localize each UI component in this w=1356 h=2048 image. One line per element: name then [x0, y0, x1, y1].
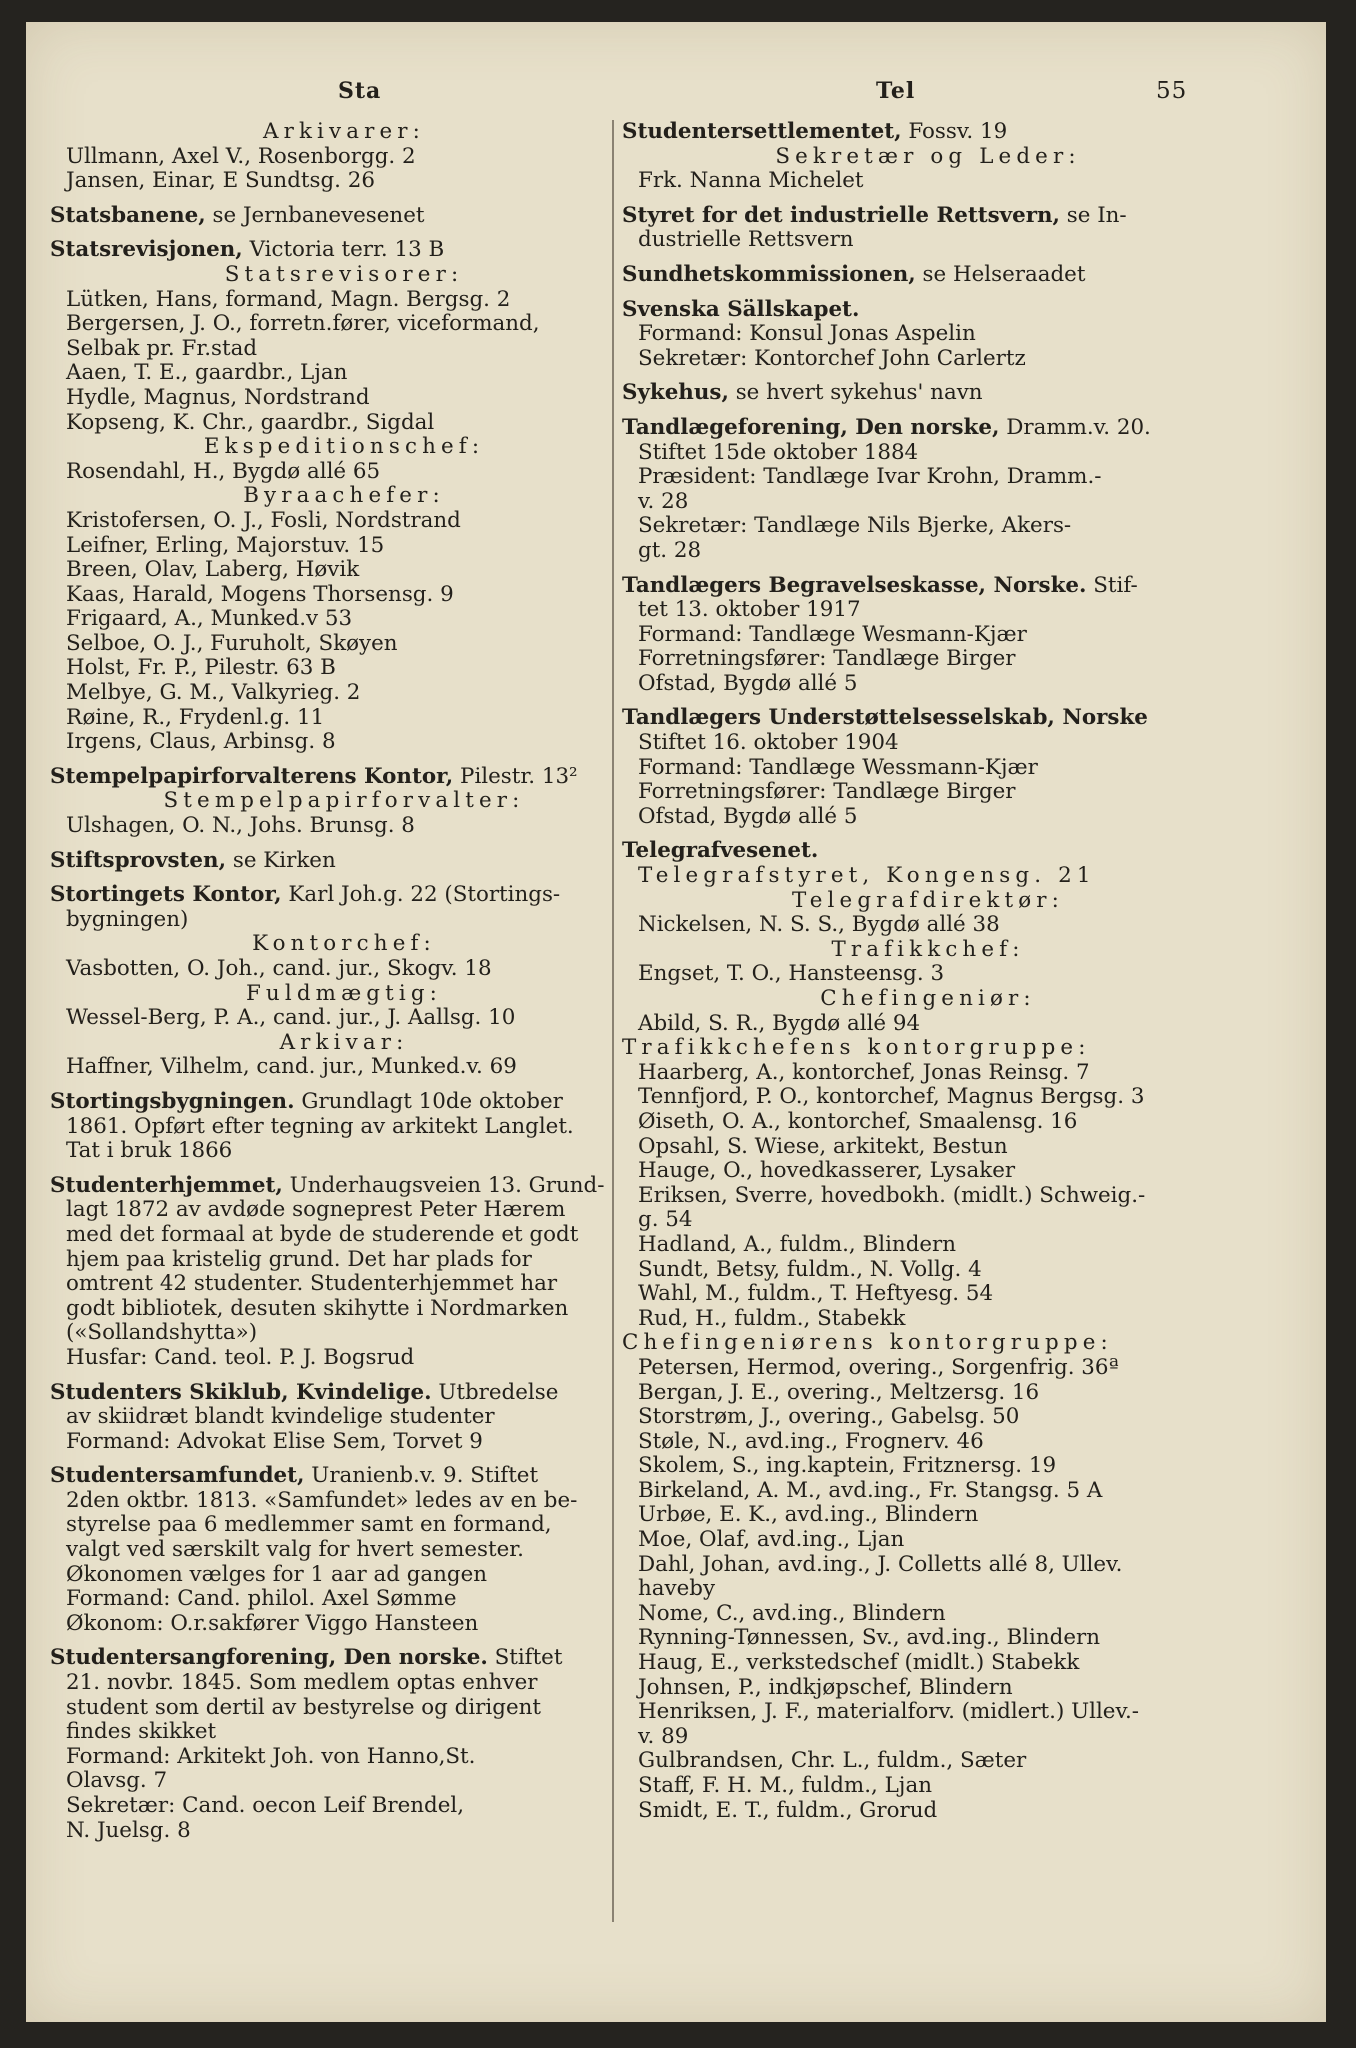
entry-line: [50, 1321, 638, 1346]
entry-heading-line: [622, 839, 1234, 864]
entry-text: Vasbotten, O. Joh., cand. jur., Skogv. 18: [66, 957, 492, 981]
entry-text: Melbye, G. M., Valkyrieg. 2: [66, 681, 361, 706]
header-left-guide-word: Sta: [338, 78, 382, 104]
entry-heading-line: [50, 849, 638, 874]
entry-text: Hydle, Magnus, Nordstrand: [66, 385, 370, 410]
entry-text: Ofstad, Bygdø allé 5: [638, 804, 858, 829]
entry-line: [622, 780, 1234, 805]
right-column: [622, 120, 1234, 1823]
entry-line: [622, 647, 1234, 672]
entry-line: [622, 1602, 1234, 1627]
entry-heading-line: [50, 1646, 638, 1671]
entry-text: Formand: Arkitekt Joh. von Hanno,St.: [66, 1744, 476, 1769]
entry-text: Lütken, Hans, formand, Magn. Bergsg. 2: [66, 287, 511, 312]
page-number: 55: [1156, 78, 1188, 104]
entry-heading-line: [622, 574, 1234, 599]
entry-text: Stiftet 15de oktober 1884: [638, 440, 919, 465]
entry-line: [50, 534, 638, 559]
entry-text: Sekretær: Cand. oecon Leif Brendel,: [66, 1794, 465, 1818]
entry-heading: Statsbanene,: [50, 203, 206, 228]
entry-line: [50, 509, 638, 534]
entry-line: [50, 120, 638, 145]
entry-heading: Studenterhjemmet,: [50, 1173, 283, 1198]
entry-line: [50, 411, 638, 436]
entry-heading: Stiftsprovsten,: [50, 848, 227, 873]
entry-text: Fuldmægtig:: [245, 981, 443, 1006]
entry-text: se Helseraadet: [915, 262, 1086, 287]
entry-text: Chefingeniør:: [820, 987, 1036, 1011]
entry-heading: Tandlægers Understøttelsesselskab, Norske: [622, 706, 1148, 731]
entry-text: lagt 1872 av avdøde sogneprest Peter Hærem: [66, 1198, 566, 1223]
entry-heading: Tandlægers Begravelseskasse, Norske.: [622, 573, 1087, 598]
entry-line: [50, 1055, 638, 1080]
entry-line: [622, 1012, 1234, 1037]
entry-text: Smidt, E. T., fuldm., Grorud: [638, 1798, 938, 1823]
entry-text: Stif-: [1086, 573, 1138, 598]
entry-line: [50, 435, 638, 460]
entry-text: Urbøe, E. K., avd.ing., Blindern: [638, 1503, 979, 1528]
entry-heading-line: [50, 204, 638, 229]
entry-text: Haffner, Vilhelm, cand. jur., Munked.v. 69: [66, 1055, 517, 1080]
entry-line: [622, 1479, 1234, 1504]
entry-line: [622, 987, 1234, 1012]
entry-line: [50, 1272, 638, 1297]
entry-text: Staff, F. H. M., fuldm., Ljan: [638, 1774, 932, 1798]
entry-text: hjem paa kristelig grund. Det har plads for: [66, 1247, 532, 1272]
entry-text: Trafikkchef:: [831, 937, 1025, 962]
entry-text: Aaen, T. E., gaardbr., Ljan: [66, 361, 348, 386]
entry-line: [50, 1297, 638, 1322]
entry-heading: Studenters Skiklub, Kvindelige.: [50, 1380, 432, 1405]
entry-text: Rynning-Tønnessen, Sv., avd.ing., Blindern: [638, 1626, 1100, 1651]
entry-line: [622, 1110, 1234, 1135]
entry-text: Wahl, M., fuldm., T. Heftyesg. 54: [638, 1282, 994, 1307]
entry-line: [622, 465, 1234, 490]
entry-line: [622, 1676, 1234, 1701]
entry-line: [50, 1489, 638, 1514]
entry-line: [622, 1307, 1234, 1332]
entry-text: Tennfjord, P. O., kontorchef, Magnus Bergsg. 3: [638, 1085, 1145, 1110]
entry-heading: Statsrevisjonen,: [50, 238, 243, 263]
entry-line: [50, 1587, 638, 1612]
entry-heading-line: [622, 706, 1234, 731]
entry-text: Haug, E., verkstedschef (midlt.) Stabekk: [638, 1651, 1080, 1676]
entry-text: Røine, R., Frydenl.g. 11: [66, 705, 325, 730]
entry-text: Haarberg, A., kontorchef, Jonas Reinsg. 7: [638, 1060, 1090, 1085]
entry-text: Henriksen, J. F., materialforv. (midlert.) Ullev.-: [638, 1700, 1140, 1725]
entry-text: Kaas, Harald, Mogens Thorsensg. 9: [66, 582, 454, 607]
entry-text: Nome, C., avd.ing., Blindern: [638, 1601, 946, 1626]
entry-line: [622, 1553, 1234, 1578]
entry-heading-line: [50, 1174, 638, 1199]
entry-text: Dramm.v. 20.: [999, 415, 1151, 440]
entry-line: [622, 805, 1234, 830]
entry-line: [622, 228, 1234, 253]
entry-text: Ekspeditionschef:: [203, 435, 485, 460]
entry-text: Husfar: Cand. teol. P. J. Bogsrud: [66, 1345, 415, 1370]
entry-heading: Studentersettlementet,: [622, 120, 902, 144]
entry-text: Kopseng, K. Chr., gaardbr., Sigdal: [66, 410, 435, 435]
entry-line: [50, 730, 638, 755]
directory-page: [26, 22, 1326, 2022]
entry-text: Hauge, O., hovedkasserer, Lysaker: [638, 1159, 1016, 1184]
entry-text: Trafikkchefens kontorgruppe:: [622, 1036, 1091, 1061]
entry-text: bygningen): [66, 907, 189, 932]
entry-text: Rosendahl, H., Bygdø allé 65: [66, 459, 381, 484]
entry-text: se In-: [1059, 203, 1127, 228]
entry-line: [622, 1749, 1234, 1774]
entry-heading: Stortingsbygningen.: [50, 1089, 295, 1114]
entry-line: [622, 1528, 1234, 1553]
entry-text: student som dertil av bestyrelse og dirigent: [66, 1695, 541, 1720]
entry-text: Fossv. 19: [901, 120, 1008, 144]
entry-line: [50, 982, 638, 1007]
entry-text: Moe, Olaf, avd.ing., Ljan: [638, 1528, 905, 1553]
entry-text: Sekretær: Kontorchef John Carlertz: [638, 346, 1026, 371]
entry-heading-line: [50, 238, 638, 263]
entry-text: 1861. Opført efter tegning av arkitekt Langlet.: [66, 1114, 574, 1139]
entry-text: Selbak pr. Fr.stad: [66, 336, 258, 361]
entry-line: [622, 1135, 1234, 1160]
entry-heading-line: [50, 765, 638, 790]
entry-line: [50, 386, 638, 411]
entry-line: [622, 441, 1234, 466]
entry-line: [622, 938, 1234, 963]
entry-line: [622, 1184, 1234, 1209]
entry-text: Præsident: Tandlæge Ivar Krohn, Dramm.-: [638, 465, 1102, 490]
entry-line: [50, 632, 638, 657]
left-column: [50, 120, 638, 1843]
entry-heading-line: [50, 1464, 638, 1489]
entry-heading-line: [50, 1381, 638, 1406]
entry-line: [622, 1799, 1234, 1824]
entry-line: [622, 913, 1234, 938]
entry-line: [50, 908, 638, 933]
entry-text: Frigaard, A., Munked.v 53: [66, 607, 353, 632]
entry-line: [50, 1430, 638, 1455]
entry-text: godt bibliotek, desuten skihytte i Nordmarken: [66, 1296, 569, 1321]
entry-line: [622, 145, 1234, 170]
entry-line: [622, 1331, 1234, 1356]
entry-text: v. 28: [638, 489, 689, 514]
entry-text: Utbredelse: [431, 1380, 559, 1405]
entry-heading-line: [622, 381, 1234, 406]
entry-line: [50, 1612, 638, 1637]
entry-text: («Sollandshytta»): [66, 1321, 258, 1346]
entry-text: Formand: Cand. philol. Axel Sømme: [66, 1587, 457, 1612]
entry-text: Olavsg. 7: [66, 1769, 168, 1794]
entry-heading: Styret for det industrielle Rettsvern,: [622, 203, 1060, 228]
entry-text: Engset, T. O., Hansteensg. 3: [638, 962, 945, 987]
entry-line: [50, 1405, 638, 1430]
entry-line: [50, 337, 638, 362]
entry-text: Underhaugsveien 13. Grund-: [282, 1173, 605, 1198]
entry-text: Jansen, Einar, E Sundtsg. 26: [66, 169, 375, 194]
entry-line: [50, 607, 638, 632]
entry-line: [50, 1139, 638, 1164]
entry-text: Støle, N., avd.ing., Frognerv. 46: [638, 1429, 984, 1454]
entry-text: N. Juelsg. 8: [66, 1818, 191, 1843]
entry-heading-line: [622, 298, 1234, 323]
entry-line: [622, 1282, 1234, 1307]
entry-text: Frk. Nanna Michelet: [638, 169, 864, 194]
entry-text: g. 54: [638, 1208, 693, 1233]
entry-heading: Stempelpapirforvalterens Kontor,: [50, 764, 454, 789]
entry-line: [50, 1769, 638, 1794]
entry-line: [50, 1671, 638, 1696]
entry-line: [50, 706, 638, 731]
entry-line: [622, 1085, 1234, 1110]
entry-line: [50, 681, 638, 706]
entry-text: Gulbrandsen, Chr. L., fuldm., Sæter: [638, 1749, 1027, 1774]
entry-line: [622, 169, 1234, 194]
entry-text: Sundt, Betsy, fuldm., N. Vollg. 4: [638, 1257, 982, 1282]
entry-text: Victoria terr. 13 B: [242, 238, 445, 263]
entry-text: dustrielle Rettsvern: [638, 228, 854, 253]
entry-text: Chefingeniørens kontorgruppe:: [622, 1331, 1113, 1356]
entry-line: [50, 1346, 638, 1371]
entry-text: Pilestr. 13²: [453, 764, 578, 789]
entry-line: [622, 864, 1234, 889]
entry-line: [622, 672, 1234, 697]
entry-text: Johnsen, P., indkjøpschef, Blindern: [638, 1675, 1013, 1700]
entry-text: Hadland, A., fuldm., Blindern: [638, 1232, 957, 1257]
entry-text: Kristofersen, O. J., Fosli, Nordstrand: [66, 508, 461, 533]
entry-line: [622, 347, 1234, 372]
entry-line: [50, 312, 638, 337]
entry-text: Sekretær: Tandlæge Nils Bjerke, Akers-: [638, 514, 1072, 539]
entry-line: [622, 1626, 1234, 1651]
entry-text: Rud, H., fuldm., Stabekk: [638, 1306, 906, 1331]
entry-line: [50, 558, 638, 583]
entry-heading-line: [50, 883, 638, 908]
entry-heading-line: [622, 263, 1234, 288]
entry-text: Formand: Konsul Jonas Aspelin: [638, 322, 976, 347]
entry-line: [50, 1563, 638, 1588]
entry-text: findes skikket: [66, 1720, 217, 1745]
entry-text: Formand: Advokat Elise Sem, Torvet 9: [66, 1429, 483, 1454]
entry-text: Øiseth, O. A., kontorchef, Smaalensg. 16: [638, 1109, 1078, 1134]
header-right-guide-word: Tel: [876, 78, 916, 104]
entry-line: [50, 814, 638, 839]
entry-line: [622, 598, 1234, 623]
entry-text: Forretningsfører: Tandlæge Birger: [638, 780, 1016, 805]
entry-heading: Tandlægeforening, Den norske,: [622, 415, 1000, 440]
entry-text: Statsrevisorer:: [224, 262, 464, 287]
entry-text: Arkivar:: [279, 1030, 409, 1055]
entry-text: Birkeland, A. M., avd.ing., Fr. Stangsg. 5 A: [638, 1478, 1103, 1503]
entry-line: [50, 1031, 638, 1056]
entry-text: Økonomen vælges for 1 aar ad gangen: [66, 1562, 488, 1587]
entry-line: [50, 145, 638, 170]
entry-line: [50, 1223, 638, 1248]
entry-line: [622, 756, 1234, 781]
entry-text: Eriksen, Sverre, hovedbokh. (midlt.) Schweig.-: [638, 1183, 1146, 1208]
entry-line: [622, 514, 1234, 539]
entry-line: [50, 1696, 638, 1721]
entry-text: Storstrøm, J., overing., Gabelsg. 50: [638, 1405, 1020, 1430]
entry-text: omtrent 42 studenter. Studenterhjemmet har: [66, 1272, 558, 1297]
entry-text: Stempelpapirforvalter:: [163, 789, 525, 814]
entry-text: Irgens, Claus, Arbinsg. 8: [66, 730, 336, 755]
entry-line: [50, 1538, 638, 1563]
entry-line: [622, 322, 1234, 347]
entry-text: gt. 28: [638, 538, 702, 563]
entry-text: Uranienb.v. 9. Stiftet: [304, 1464, 539, 1489]
entry-line: [50, 932, 638, 957]
entry-line: [622, 1036, 1234, 1061]
entry-line: [622, 1577, 1234, 1602]
entry-heading-line: [622, 204, 1234, 229]
entry-line: [50, 1745, 638, 1770]
entry-line: [50, 1248, 638, 1273]
entry-line: [50, 1513, 638, 1538]
entry-text: valgt ved særskilt valg for hvert semester.: [66, 1538, 524, 1563]
entry-line: [50, 288, 638, 313]
entry-text: Grundlagt 10de oktober: [294, 1089, 563, 1114]
entry-text: se Kirken: [226, 848, 336, 873]
entry-heading: Stortingets Kontor,: [50, 883, 282, 908]
entry-text: Skolem, S., ing.kaptein, Fritznersg. 19: [638, 1454, 1057, 1479]
entry-line: [622, 1405, 1234, 1430]
entry-line: [622, 1651, 1234, 1676]
entry-line: [622, 1159, 1234, 1184]
entry-heading: Sundhetskommissionen,: [622, 262, 916, 287]
entry-line: [622, 490, 1234, 515]
entry-heading: Svenska Sällskapet.: [622, 297, 860, 322]
entry-heading: Studentersangforening, Den norske.: [50, 1646, 488, 1671]
entry-line: [622, 1356, 1234, 1381]
entry-line: [622, 1725, 1234, 1750]
entry-line: [622, 1208, 1234, 1233]
entry-heading: Sykehus,: [622, 381, 729, 406]
entry-text: Holst, Fr. P., Pilestr. 63 B: [66, 656, 336, 681]
entry-text: v. 89: [638, 1724, 689, 1749]
entry-text: Økonom: O.r.sakfører Viggo Hansteen: [66, 1611, 479, 1636]
entry-text: Ullmann, Axel V., Rosenborgg. 2: [66, 144, 416, 169]
entry-line: [50, 169, 638, 194]
entry-text: 2den oktbr. 1813. «Samfundet» ledes av en be-: [66, 1488, 578, 1513]
entry-line: [622, 889, 1234, 914]
entry-line: [50, 1819, 638, 1844]
entry-text: av skiidræt blandt kvindelige studenter: [66, 1405, 495, 1430]
entry-text: Selboe, O. J., Furuholt, Skøyen: [66, 631, 398, 656]
entry-line: [50, 789, 638, 814]
entry-text: Stiftet 16. oktober 1904: [638, 731, 899, 756]
entry-line: [50, 583, 638, 608]
entry-text: tet 13. oktober 1917: [638, 598, 861, 623]
entry-line: [50, 484, 638, 509]
entry-line: [622, 731, 1234, 756]
entry-line: [50, 1720, 638, 1745]
entry-text: Sekretær og Leder:: [775, 144, 1081, 169]
entry-text: Byraachefer:: [243, 484, 445, 509]
entry-line: [622, 1061, 1234, 1086]
entry-text: Karl Joh.g. 22 (Stortings-: [281, 883, 561, 908]
page-header: [26, 78, 1326, 118]
entry-text: Nickelsen, N. S. S., Bygdø allé 38: [638, 913, 1000, 938]
entry-line: [50, 957, 638, 982]
entry-line: [50, 1794, 638, 1819]
entry-text: Arkivarer:: [263, 120, 425, 144]
entry-text: Formand: Tandlæge Wesmann-Kjær: [638, 622, 1027, 647]
entry-line: [622, 1700, 1234, 1725]
entry-text: haveby: [638, 1577, 716, 1602]
entry-text: med det formaal at byde de studerende et godt: [66, 1222, 579, 1247]
entry-text: Breen, Olav, Laberg, Høvik: [66, 558, 360, 583]
entry-line: [622, 1381, 1234, 1406]
entry-line: [50, 460, 638, 485]
entry-text: Ulshagen, O. N., Johs. Brunsg. 8: [66, 814, 415, 839]
entry-text: Formand: Tandlæge Wessmann-Kjær: [638, 755, 1038, 780]
entry-heading: Studentersamfundet,: [50, 1464, 305, 1489]
entry-line: [50, 1006, 638, 1031]
entry-text: Bergan, J. E., overing., Meltzersg. 16: [638, 1380, 1040, 1405]
entry-text: Stiftet: [487, 1646, 563, 1671]
entry-line: [622, 1774, 1234, 1799]
entry-line: [50, 1115, 638, 1140]
entry-text: Dahl, Johan, avd.ing., J. Colletts allé 8, Ullev.: [638, 1552, 1123, 1577]
entry-text: Telegrafstyret, Kongensg. 21: [638, 864, 1096, 889]
entry-text: 21. novbr. 1845. Som medlem optas enhver: [66, 1671, 538, 1696]
entry-line: [622, 1233, 1234, 1258]
entry-line: [50, 656, 638, 681]
entry-text: styrelse paa 6 medlemmer samt en formand,: [66, 1513, 552, 1538]
entry-line: [50, 263, 638, 288]
entry-line: [622, 1503, 1234, 1528]
entry-text: Tat i bruk 1866: [66, 1139, 233, 1164]
entry-line: [622, 1454, 1234, 1479]
entry-line: [622, 1258, 1234, 1283]
entry-text: Telegrafdirektør:: [792, 888, 1064, 913]
entry-line: [622, 539, 1234, 564]
entry-line: [622, 962, 1234, 987]
entry-text: se Jernbanevesenet: [205, 203, 425, 228]
entry-text: Leifner, Erling, Majorstuv. 15: [66, 533, 385, 558]
entry-heading-line: [622, 120, 1234, 145]
entry-line: [622, 623, 1234, 648]
entry-text: Kontorchef:: [252, 932, 436, 957]
entry-text: Bergersen, J. O., forretn.fører, viceformand,: [66, 312, 540, 337]
entry-text: Forretningsfører: Tandlæge Birger: [638, 647, 1016, 672]
entry-text: Abild, S. R., Bygdø allé 94: [638, 1011, 921, 1036]
entry-text: Ofstad, Bygdø allé 5: [638, 671, 858, 696]
entry-line: [50, 1198, 638, 1223]
entry-heading-line: [622, 416, 1234, 441]
entry-text: Petersen, Hermod, overing., Sorgenfrig. 36ª: [638, 1355, 1119, 1380]
entry-heading-line: [50, 1090, 638, 1115]
entry-text: se hvert sykehus' navn: [728, 381, 983, 406]
entry-heading: Telegrafvesenet.: [622, 839, 819, 864]
entry-text: Opsahl, S. Wiese, arkitekt, Bestun: [638, 1134, 1008, 1159]
entry-line: [622, 1430, 1234, 1455]
entry-line: [50, 361, 638, 386]
entry-text: Wessel-Berg, P. A., cand. jur., J. Aallsg. 10: [66, 1006, 516, 1031]
